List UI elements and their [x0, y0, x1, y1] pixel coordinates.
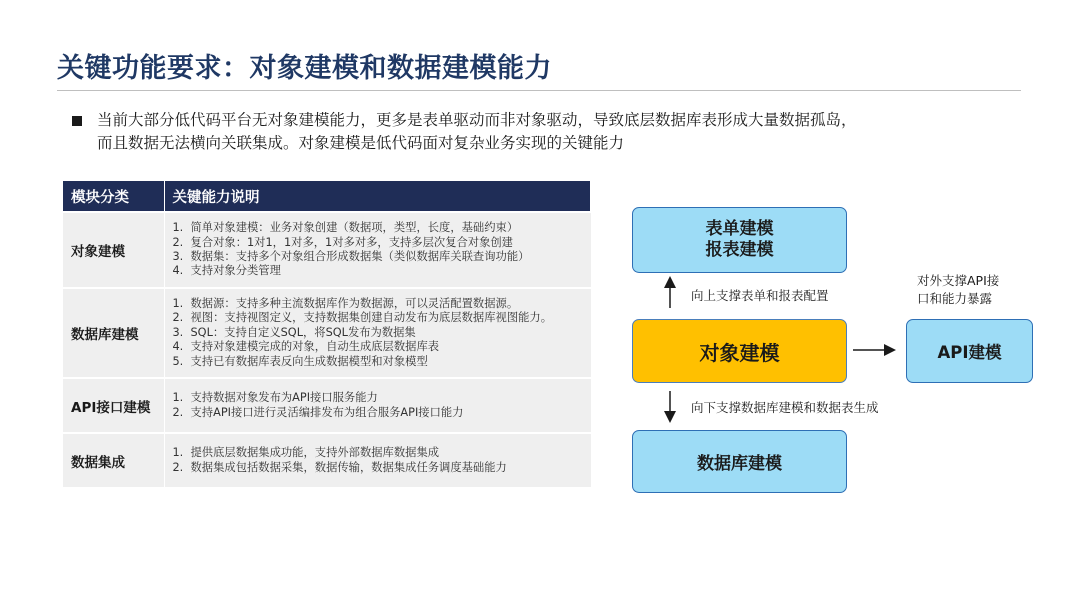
- form-box-line-1: 表单建模: [705, 219, 774, 239]
- table-row-data-integration: [63, 433, 591, 487]
- title-divider: [57, 90, 1021, 91]
- description-cell: [164, 288, 591, 378]
- description-cell: [164, 212, 591, 288]
- list-item: 1. 提供底层数据集成功能，支持外部数据库数据集成: [172, 446, 440, 460]
- list-item: 4. 支持对象分类管理: [172, 264, 281, 278]
- header-module-category: 模块分类: [63, 181, 164, 212]
- intro-line-1: 当前大部分低代码平台无对象建模能力，更多是表单驱动而非对象驱动，导致底层数据库表形成大量数据孤岛，: [97, 111, 857, 129]
- header-capability-description: 关键能力说明: [164, 181, 591, 212]
- table-row-database-modeling: [63, 288, 591, 378]
- description-cell: [164, 433, 591, 487]
- list-item: 2. 复合对象：1对1，1对多，1对多对多，支持多层次复合对象创建: [172, 235, 513, 249]
- page-title: 关键功能要求：对象建模和数据建模能力: [57, 53, 552, 84]
- intro-line-2: 而且数据无法横向关联集成。对象建模是低代码面对复杂业务实现的关键能力: [97, 134, 625, 152]
- list-item: 2. 视图：支持视图定义，支持数据集创建自动发布为底层数据库视图能力。: [172, 311, 553, 325]
- list-item: 5. 支持已有数据库表反向生成数据模型和对象模型: [172, 354, 428, 368]
- category-cell: API接口建模: [63, 378, 164, 433]
- api-modeling-box: API建模: [906, 319, 1033, 383]
- category-cell: 数据库建模: [63, 288, 164, 378]
- form-box-line-2: 报表建模: [705, 240, 774, 260]
- category-cell: 数据集成: [63, 433, 164, 487]
- api-support-label: [917, 272, 999, 308]
- api-label-line-2: 口和能力暴露: [917, 291, 993, 306]
- bullet-square-icon: [72, 116, 82, 126]
- intro-bullet: [97, 109, 997, 155]
- list-item: 1. 数据源：支持多种主流数据库作为数据源，可以灵活配置数据源。: [172, 296, 519, 310]
- list-item: 3. SQL：支持自定义SQL，将SQL发布为数据集: [172, 325, 416, 339]
- description-cell: [164, 378, 591, 433]
- api-label-line-1: 对外支撑API接: [917, 273, 1000, 288]
- form-report-modeling-box: [632, 207, 847, 273]
- list-item: 1. 简单对象建模：业务对象创建（数据项，类型，长度，基础约束）: [172, 221, 519, 235]
- capability-table: [63, 181, 591, 487]
- table-header-row: [63, 181, 591, 212]
- table-row-api-modeling: [63, 378, 591, 433]
- category-cell: 对象建模: [63, 212, 164, 288]
- down-support-label: 向下支撑数据库建模和数据表生成: [691, 400, 879, 415]
- list-item: 3. 数据集：支持多个对象组合形成数据集（类似数据库关联查询功能）: [172, 250, 530, 263]
- up-support-label: 向上支撑表单和报表配置: [691, 288, 829, 303]
- object-modeling-box: 对象建模: [632, 319, 847, 383]
- database-modeling-box: 数据库建模: [632, 430, 847, 493]
- list-item: 2. 数据集成包括数据采集，数据传输，数据集成任务调度基础能力: [172, 460, 507, 474]
- table-row-object-modeling: [63, 212, 591, 288]
- list-item: 1. 支持数据对象发布为API接口服务能力: [172, 391, 378, 405]
- list-item: 4. 支持对象建模完成的对象，自动生成底层数据库表: [172, 340, 440, 354]
- list-item: 2. 支持API接口进行灵活编排发布为组合服务API接口能力: [172, 405, 464, 419]
